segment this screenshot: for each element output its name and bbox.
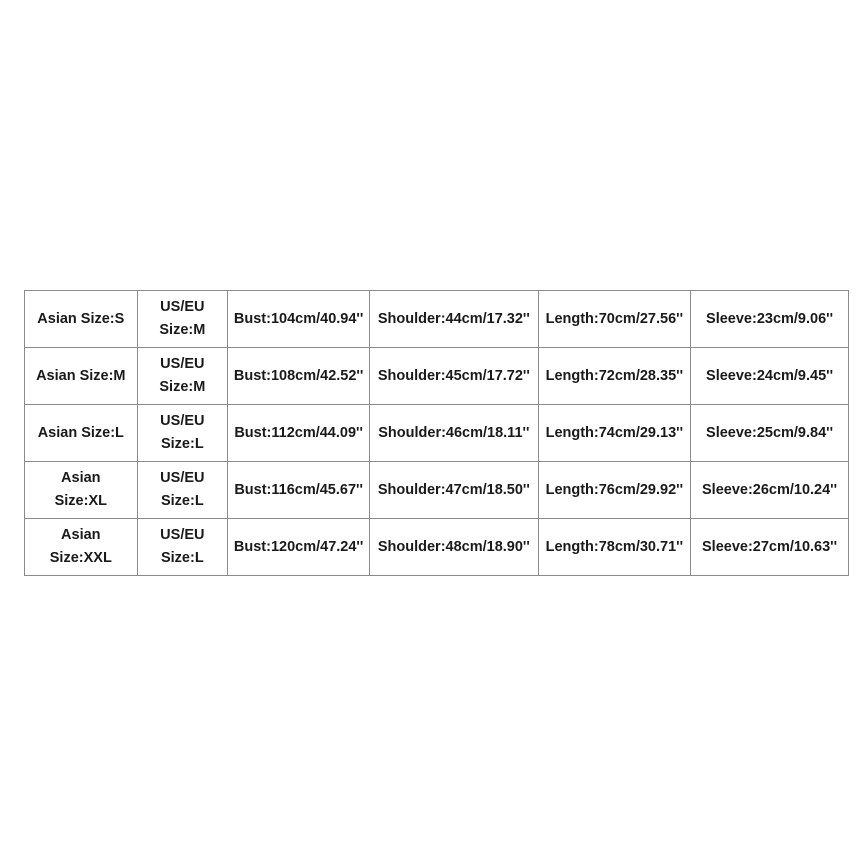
us-eu-size-cell: US/EU Size:M xyxy=(137,291,228,348)
us-eu-size-cell: US/EU Size:L xyxy=(137,405,228,462)
shoulder-cell: Shoulder:44cm/17.32'' xyxy=(370,291,538,348)
shoulder-cell: Shoulder:47cm/18.50'' xyxy=(370,462,538,519)
table-row xyxy=(25,462,849,519)
bust-cell: Bust:108cm/42.52'' xyxy=(228,348,370,405)
us-eu-size-cell: US/EU Size:M xyxy=(137,348,228,405)
bust-cell: Bust:116cm/45.67'' xyxy=(228,462,370,519)
asian-size-cell: Asian Size:M xyxy=(25,348,138,405)
asian-size-cell: Asian Size:XL xyxy=(25,462,138,519)
sleeve-cell: Sleeve:26cm/10.24'' xyxy=(691,462,849,519)
length-cell: Length:70cm/27.56'' xyxy=(538,291,691,348)
length-cell: Length:78cm/30.71'' xyxy=(538,519,691,576)
us-eu-size-cell: US/EU Size:L xyxy=(137,462,228,519)
asian-size-cell: Asian Size:XXL xyxy=(25,519,138,576)
table-row xyxy=(25,291,849,348)
table-row xyxy=(25,348,849,405)
asian-size-cell: Asian Size:S xyxy=(25,291,138,348)
sleeve-cell: Sleeve:23cm/9.06'' xyxy=(691,291,849,348)
shoulder-cell: Shoulder:48cm/18.90'' xyxy=(370,519,538,576)
bust-cell: Bust:104cm/40.94'' xyxy=(228,291,370,348)
length-cell: Length:76cm/29.92'' xyxy=(538,462,691,519)
table-row xyxy=(25,405,849,462)
table-row xyxy=(25,519,849,576)
sleeve-cell: Sleeve:27cm/10.63'' xyxy=(691,519,849,576)
sleeve-cell: Sleeve:25cm/9.84'' xyxy=(691,405,849,462)
bust-cell: Bust:120cm/47.24'' xyxy=(228,519,370,576)
size-chart-table xyxy=(24,290,849,576)
shoulder-cell: Shoulder:45cm/17.72'' xyxy=(370,348,538,405)
us-eu-size-cell: US/EU Size:L xyxy=(137,519,228,576)
asian-size-cell: Asian Size:L xyxy=(25,405,138,462)
sleeve-cell: Sleeve:24cm/9.45'' xyxy=(691,348,849,405)
shoulder-cell: Shoulder:46cm/18.11'' xyxy=(370,405,538,462)
length-cell: Length:72cm/28.35'' xyxy=(538,348,691,405)
bust-cell: Bust:112cm/44.09'' xyxy=(228,405,370,462)
length-cell: Length:74cm/29.13'' xyxy=(538,405,691,462)
